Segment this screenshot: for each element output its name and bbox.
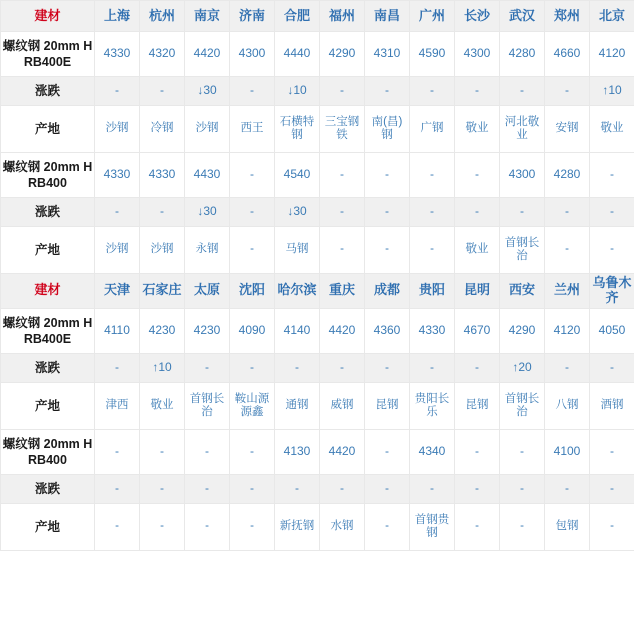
- change-cell: -: [500, 474, 545, 503]
- change-cell: -: [410, 77, 455, 106]
- change-cell: ↑10: [590, 77, 634, 106]
- origin-cell: 八钢: [545, 382, 590, 429]
- change-cell: -: [185, 474, 230, 503]
- change-cell: -: [365, 474, 410, 503]
- city-header: 哈尔滨: [275, 274, 320, 309]
- price-cell: 4330: [95, 32, 140, 77]
- table-row: [1, 474, 634, 503]
- table-row: [1, 77, 634, 106]
- price-cell: -: [410, 153, 455, 198]
- origin-cell: -: [95, 503, 140, 550]
- city-header: 合肥: [275, 1, 320, 32]
- origin-cell: -: [410, 227, 455, 274]
- origin-cell: -: [590, 227, 634, 274]
- change-cell: -: [320, 474, 365, 503]
- table-row: [1, 353, 634, 382]
- change-cell: -: [95, 198, 140, 227]
- row-label: 产地: [1, 106, 95, 153]
- origin-cell: 昆钢: [365, 382, 410, 429]
- city-header: 成都: [365, 274, 410, 309]
- price-cell: 4670: [455, 308, 500, 353]
- change-cell: -: [410, 474, 455, 503]
- change-cell: -: [140, 474, 185, 503]
- price-cell: 4100: [545, 429, 590, 474]
- price-cell: 4230: [140, 308, 185, 353]
- table-row: [1, 32, 634, 77]
- origin-cell: -: [590, 503, 634, 550]
- price-cell: -: [500, 429, 545, 474]
- price-cell: 4300: [455, 32, 500, 77]
- change-cell: ↓30: [185, 198, 230, 227]
- change-cell: -: [455, 474, 500, 503]
- change-cell: -: [230, 198, 275, 227]
- city-header: 西安: [500, 274, 545, 309]
- change-cell: -: [500, 77, 545, 106]
- origin-cell: 通钢: [275, 382, 320, 429]
- city-header: 武汉: [500, 1, 545, 32]
- origin-cell: -: [230, 503, 275, 550]
- change-cell: ↓30: [275, 198, 320, 227]
- city-header: 乌鲁木齐: [590, 274, 634, 309]
- change-cell: -: [410, 198, 455, 227]
- origin-cell: 首钢长治: [185, 382, 230, 429]
- price-cell: 4590: [410, 32, 455, 77]
- origin-cell: 冷钢: [140, 106, 185, 153]
- origin-cell: -: [365, 503, 410, 550]
- change-cell: -: [500, 198, 545, 227]
- price-cell: -: [455, 153, 500, 198]
- price-cell: 4340: [410, 429, 455, 474]
- city-header: 天津: [95, 274, 140, 309]
- change-cell: -: [320, 353, 365, 382]
- table-header-row: [1, 1, 634, 32]
- origin-cell: 津西: [95, 382, 140, 429]
- origin-cell: 水钢: [320, 503, 365, 550]
- row-label: 涨跌: [1, 77, 95, 106]
- origin-cell: 沙钢: [140, 227, 185, 274]
- price-cell: 4440: [275, 32, 320, 77]
- table-row: [1, 503, 634, 550]
- price-cell: -: [230, 153, 275, 198]
- origin-cell: 敬业: [590, 106, 634, 153]
- row-label: 螺纹钢 20mm HRB400E: [1, 308, 95, 353]
- origin-cell: 石横特钢: [275, 106, 320, 153]
- change-cell: -: [320, 77, 365, 106]
- city-header: 重庆: [320, 274, 365, 309]
- price-cell: 4120: [545, 308, 590, 353]
- change-cell: -: [365, 353, 410, 382]
- table-row: [1, 227, 634, 274]
- price-cell: 4660: [545, 32, 590, 77]
- price-cell: 4090: [230, 308, 275, 353]
- price-cell: -: [365, 153, 410, 198]
- price-cell: -: [590, 429, 634, 474]
- change-cell: -: [95, 77, 140, 106]
- price-cell: 4310: [365, 32, 410, 77]
- table-row: [1, 153, 634, 198]
- change-cell: -: [590, 198, 634, 227]
- price-cell: 4300: [230, 32, 275, 77]
- price-cell: -: [455, 429, 500, 474]
- price-cell: 4280: [500, 32, 545, 77]
- origin-cell: 三宝钢铁: [320, 106, 365, 153]
- city-header: 北京: [590, 1, 634, 32]
- change-cell: -: [275, 353, 320, 382]
- price-cell: 4290: [320, 32, 365, 77]
- price-cell: 4290: [500, 308, 545, 353]
- origin-cell: 敬业: [140, 382, 185, 429]
- price-cell: 4330: [140, 153, 185, 198]
- origin-cell: -: [230, 227, 275, 274]
- change-cell: ↑20: [500, 353, 545, 382]
- change-cell: -: [590, 353, 634, 382]
- price-cell: 4280: [545, 153, 590, 198]
- origin-cell: 马钢: [275, 227, 320, 274]
- origin-cell: 西王: [230, 106, 275, 153]
- city-header: 兰州: [545, 274, 590, 309]
- change-cell: -: [590, 474, 634, 503]
- origin-cell: -: [320, 227, 365, 274]
- price-cell: 4420: [320, 308, 365, 353]
- origin-cell: 昆钢: [455, 382, 500, 429]
- change-cell: -: [140, 198, 185, 227]
- origin-cell: 广钢: [410, 106, 455, 153]
- row-label: 涨跌: [1, 353, 95, 382]
- origin-cell: 敬业: [455, 106, 500, 153]
- city-header: 太原: [185, 274, 230, 309]
- origin-cell: 敬业: [455, 227, 500, 274]
- origin-cell: -: [365, 227, 410, 274]
- price-cell: 4540: [275, 153, 320, 198]
- origin-cell: 首钢长治: [500, 227, 545, 274]
- change-cell: -: [455, 77, 500, 106]
- row-label: 产地: [1, 382, 95, 429]
- table-row: [1, 198, 634, 227]
- origin-cell: 酒钢: [590, 382, 634, 429]
- price-cell: 4230: [185, 308, 230, 353]
- change-cell: -: [455, 353, 500, 382]
- city-header: 上海: [95, 1, 140, 32]
- price-cell: -: [365, 429, 410, 474]
- price-cell: 4430: [185, 153, 230, 198]
- row-label: 螺纹钢 20mm HRB400: [1, 153, 95, 198]
- category-label: 建材: [1, 1, 95, 32]
- price-cell: -: [590, 153, 634, 198]
- origin-cell: 南(昌)钢: [365, 106, 410, 153]
- origin-cell: 安钢: [545, 106, 590, 153]
- change-cell: ↓10: [275, 77, 320, 106]
- change-cell: -: [95, 474, 140, 503]
- origin-cell: 沙钢: [185, 106, 230, 153]
- city-header: 杭州: [140, 1, 185, 32]
- city-header: 郑州: [545, 1, 590, 32]
- price-cell: -: [230, 429, 275, 474]
- change-cell: -: [230, 353, 275, 382]
- change-cell: -: [455, 198, 500, 227]
- change-cell: ↑10: [140, 353, 185, 382]
- price-cell: -: [95, 429, 140, 474]
- price-cell: 4300: [500, 153, 545, 198]
- row-label: 螺纹钢 20mm HRB400E: [1, 32, 95, 77]
- origin-cell: 永钢: [185, 227, 230, 274]
- price-cell: 4420: [320, 429, 365, 474]
- change-cell: -: [320, 198, 365, 227]
- table-row: [1, 106, 634, 153]
- origin-cell: 新抚钢: [275, 503, 320, 550]
- price-cell: 4330: [95, 153, 140, 198]
- city-header: 沈阳: [230, 274, 275, 309]
- change-cell: -: [185, 353, 230, 382]
- origin-cell: -: [140, 503, 185, 550]
- origin-cell: 首钢贵钢: [410, 503, 455, 550]
- table-row: [1, 308, 634, 353]
- origin-cell: 首钢长治: [500, 382, 545, 429]
- change-cell: -: [140, 77, 185, 106]
- price-cell: 4120: [590, 32, 634, 77]
- change-cell: -: [545, 353, 590, 382]
- city-header: 昆明: [455, 274, 500, 309]
- change-cell: -: [545, 198, 590, 227]
- change-cell: ↓30: [185, 77, 230, 106]
- price-cell: 4330: [410, 308, 455, 353]
- origin-cell: 贵阳长乐: [410, 382, 455, 429]
- city-header: 长沙: [455, 1, 500, 32]
- origin-cell: -: [185, 503, 230, 550]
- price-cell: 4110: [95, 308, 140, 353]
- origin-cell: 沙钢: [95, 227, 140, 274]
- change-cell: -: [230, 77, 275, 106]
- price-cell: -: [140, 429, 185, 474]
- city-header: 石家庄: [140, 274, 185, 309]
- origin-cell: 河北敬业: [500, 106, 545, 153]
- table-row: [1, 429, 634, 474]
- city-header: 南昌: [365, 1, 410, 32]
- city-header: 南京: [185, 1, 230, 32]
- table-row: [1, 382, 634, 429]
- price-cell: 4360: [365, 308, 410, 353]
- change-cell: -: [365, 198, 410, 227]
- city-header: 福州: [320, 1, 365, 32]
- price-cell: -: [185, 429, 230, 474]
- origin-cell: -: [455, 503, 500, 550]
- change-cell: -: [230, 474, 275, 503]
- price-cell: -: [320, 153, 365, 198]
- row-label: 涨跌: [1, 198, 95, 227]
- city-header: 广州: [410, 1, 455, 32]
- origin-cell: 威钢: [320, 382, 365, 429]
- change-cell: -: [275, 474, 320, 503]
- change-cell: -: [95, 353, 140, 382]
- origin-cell: 沙钢: [95, 106, 140, 153]
- row-label: 螺纹钢 20mm HRB400: [1, 429, 95, 474]
- change-cell: -: [365, 77, 410, 106]
- row-label: 产地: [1, 227, 95, 274]
- row-label: 涨跌: [1, 474, 95, 503]
- city-header: 济南: [230, 1, 275, 32]
- row-label: 产地: [1, 503, 95, 550]
- change-cell: -: [410, 353, 455, 382]
- change-cell: -: [545, 77, 590, 106]
- price-cell: 4420: [185, 32, 230, 77]
- origin-cell: -: [545, 227, 590, 274]
- price-cell: 4320: [140, 32, 185, 77]
- price-cell: 4130: [275, 429, 320, 474]
- city-header: 贵阳: [410, 274, 455, 309]
- origin-cell: -: [500, 503, 545, 550]
- category-label: 建材: [1, 274, 95, 309]
- origin-cell: 包钢: [545, 503, 590, 550]
- price-cell: 4140: [275, 308, 320, 353]
- price-cell: 4050: [590, 308, 634, 353]
- change-cell: -: [545, 474, 590, 503]
- origin-cell: 鞍山源源鑫: [230, 382, 275, 429]
- table-header-row: [1, 274, 634, 309]
